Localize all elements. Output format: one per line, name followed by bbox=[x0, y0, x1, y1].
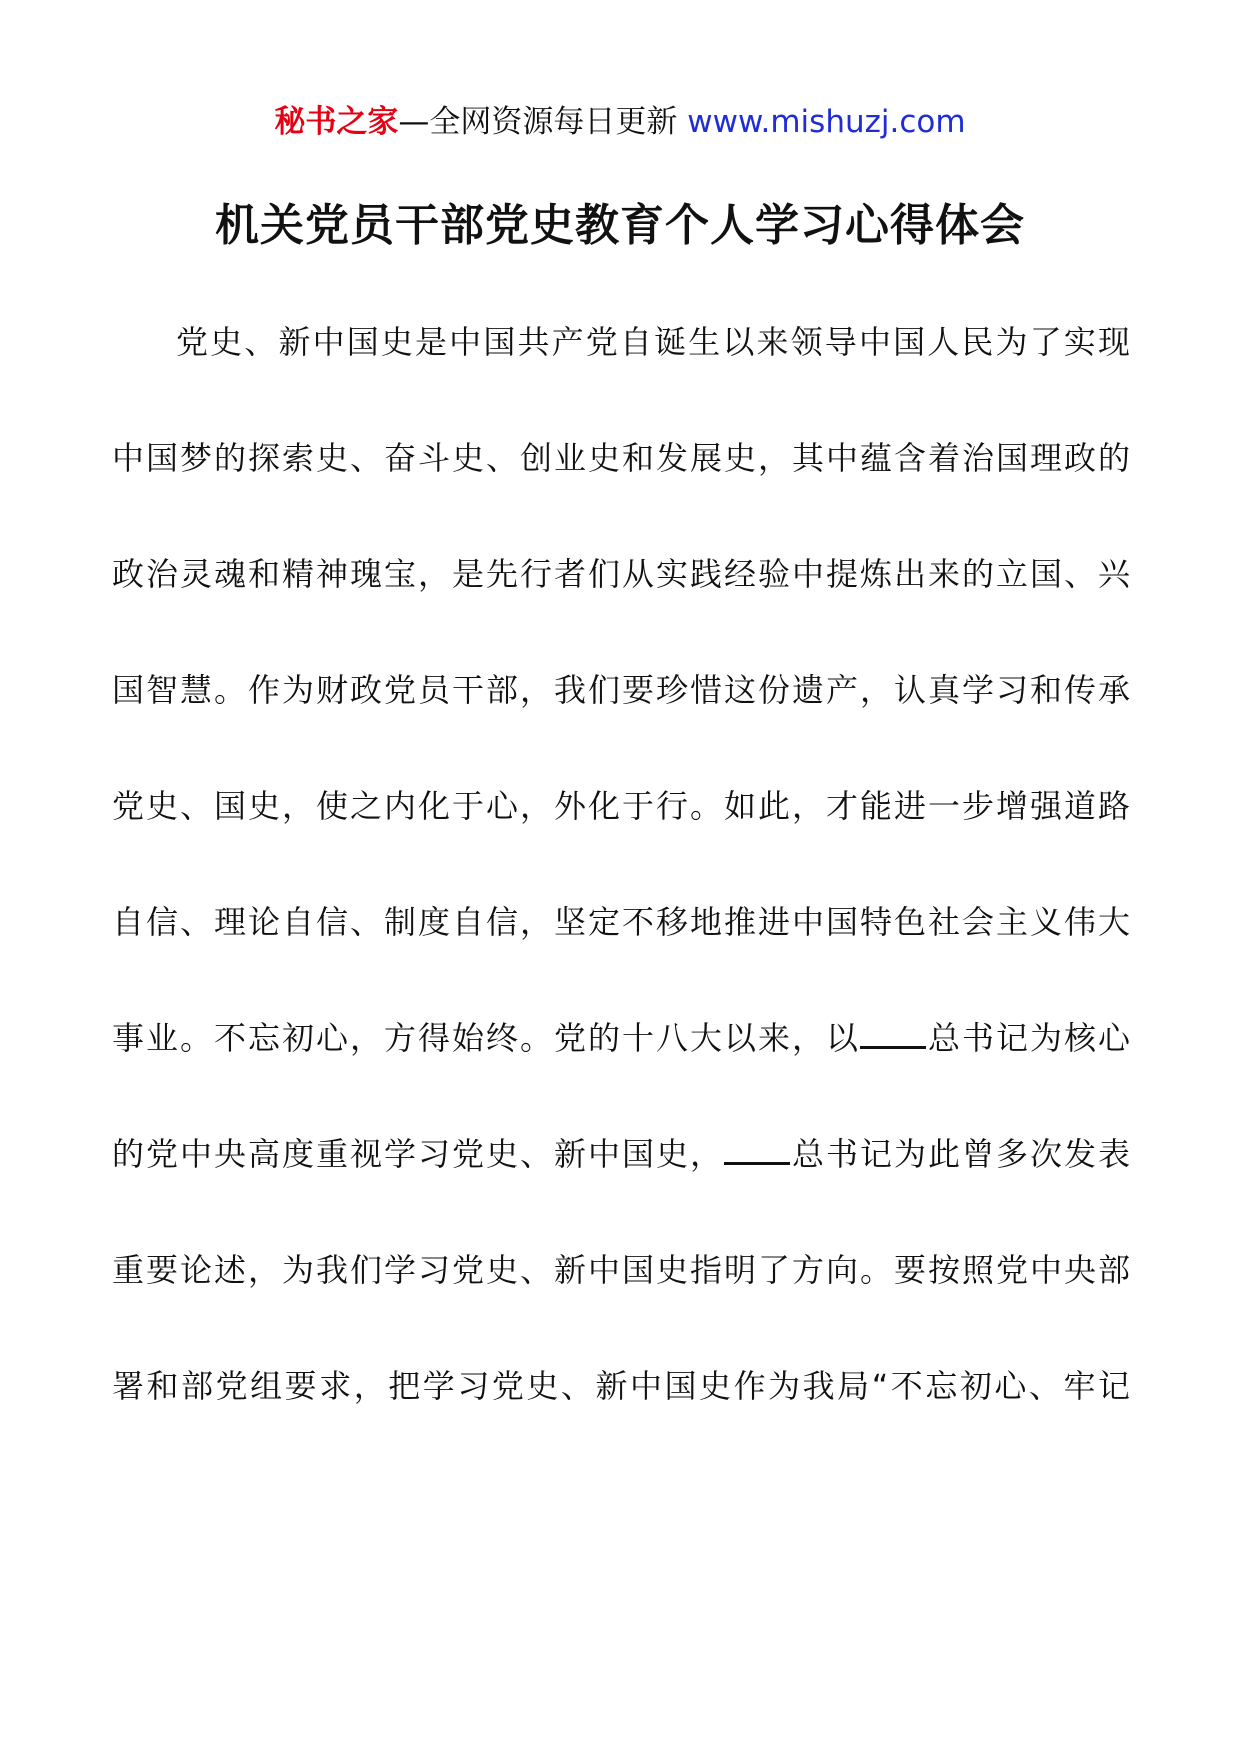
paragraph-line: 党史、国史，使之内化于心，外化于行。如此，才能进一步增强道路 bbox=[112, 787, 1130, 825]
document-title: 机关党员干部党史教育个人学习心得体会 bbox=[215, 200, 1025, 251]
line-text-before-blank: 事业。不忘初心，方得始终。党的十八大以来，以 bbox=[112, 1019, 860, 1057]
line-text-after-blank: 总书记为此曾多次发表 bbox=[789, 1135, 1130, 1173]
paragraph-line: 重要论述，为我们学习党史、新中国史指明了方向。要按照党中央部 bbox=[112, 1251, 1130, 1289]
paragraph-line: 中国梦的探索史、奋斗史、创业史和发展史，其中蕴含着治国理政的 bbox=[112, 439, 1130, 477]
paragraph-line: 党史、新中国史是中国共产党自诞生以来领导中国人民为了实现 bbox=[176, 323, 1130, 361]
paragraph-line bbox=[112, 1130, 1130, 1178]
redacted-name-blank bbox=[724, 1134, 790, 1165]
header-tagline: —全网资源每日更新 bbox=[398, 104, 678, 140]
paragraph-line: 国智慧。作为财政党员干部，我们要珍惜这份遗产，认真学习和传承 bbox=[112, 671, 1130, 709]
line-text-before-blank: 的党中央高度重视学习党史、新中国史， bbox=[112, 1135, 724, 1173]
paragraph-line bbox=[112, 1014, 1130, 1062]
paragraph-line: 政治灵魂和精神瑰宝，是先行者们从实践经验中提炼出来的立国、兴 bbox=[112, 555, 1130, 593]
paragraph-line: 署和部党组要求，把学习党史、新中国史作为我局“不忘初心、牢记 bbox=[112, 1367, 1130, 1405]
redacted-name-blank bbox=[860, 1018, 926, 1049]
site-header bbox=[0, 100, 1240, 144]
paragraph-line: 自信、理论自信、制度自信，坚定不移地推进中国特色社会主义伟大 bbox=[112, 903, 1130, 941]
site-url-link[interactable]: www.mishuzj.com bbox=[687, 104, 966, 140]
line-text-after-blank: 总书记为核心 bbox=[925, 1019, 1130, 1057]
brand-name: 秘书之家 bbox=[274, 104, 399, 140]
